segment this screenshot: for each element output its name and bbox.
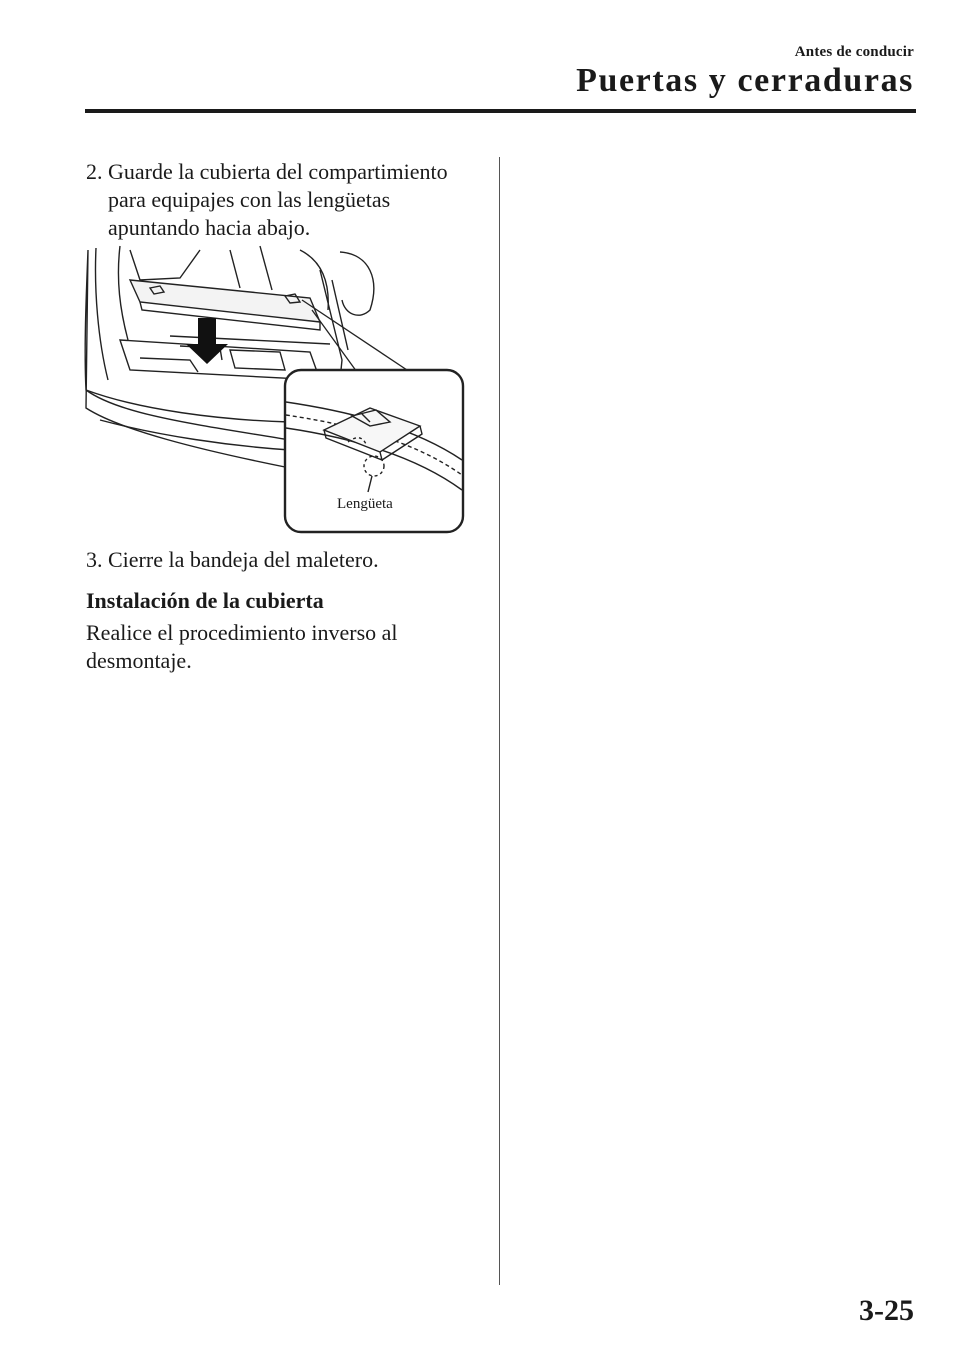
- step-text: [108, 546, 379, 574]
- step-text: [108, 158, 448, 242]
- step-number: 2.: [86, 159, 103, 184]
- tab-label: Lengüeta: [337, 496, 393, 512]
- paragraph-line: Realice el procedimiento inverso al: [86, 620, 398, 645]
- section-heading: Instalación de la cubierta: [86, 588, 324, 613]
- step-3: [86, 546, 486, 574]
- step-line: apuntando hacia abajo.: [108, 215, 311, 240]
- trunk-cover-illustration: [80, 240, 470, 540]
- header-rule: [85, 109, 916, 113]
- step-2: [86, 158, 486, 242]
- section-paragraph: [86, 619, 398, 675]
- column-divider: [499, 157, 500, 1285]
- paragraph-line: desmontaje.: [86, 648, 192, 673]
- section-label: Antes de conducir: [794, 44, 914, 60]
- step-line: Cierre la bandeja del maletero.: [108, 547, 379, 572]
- page-number: 3-25: [859, 1294, 914, 1327]
- step-line: Guarde la cubierta del compartimiento: [108, 159, 448, 184]
- trunk-drawing: [80, 240, 470, 540]
- step-number: 3.: [86, 547, 103, 572]
- step-line: para equipajes con las lengüetas: [108, 187, 391, 212]
- page-title: Puertas y cerraduras: [576, 62, 914, 99]
